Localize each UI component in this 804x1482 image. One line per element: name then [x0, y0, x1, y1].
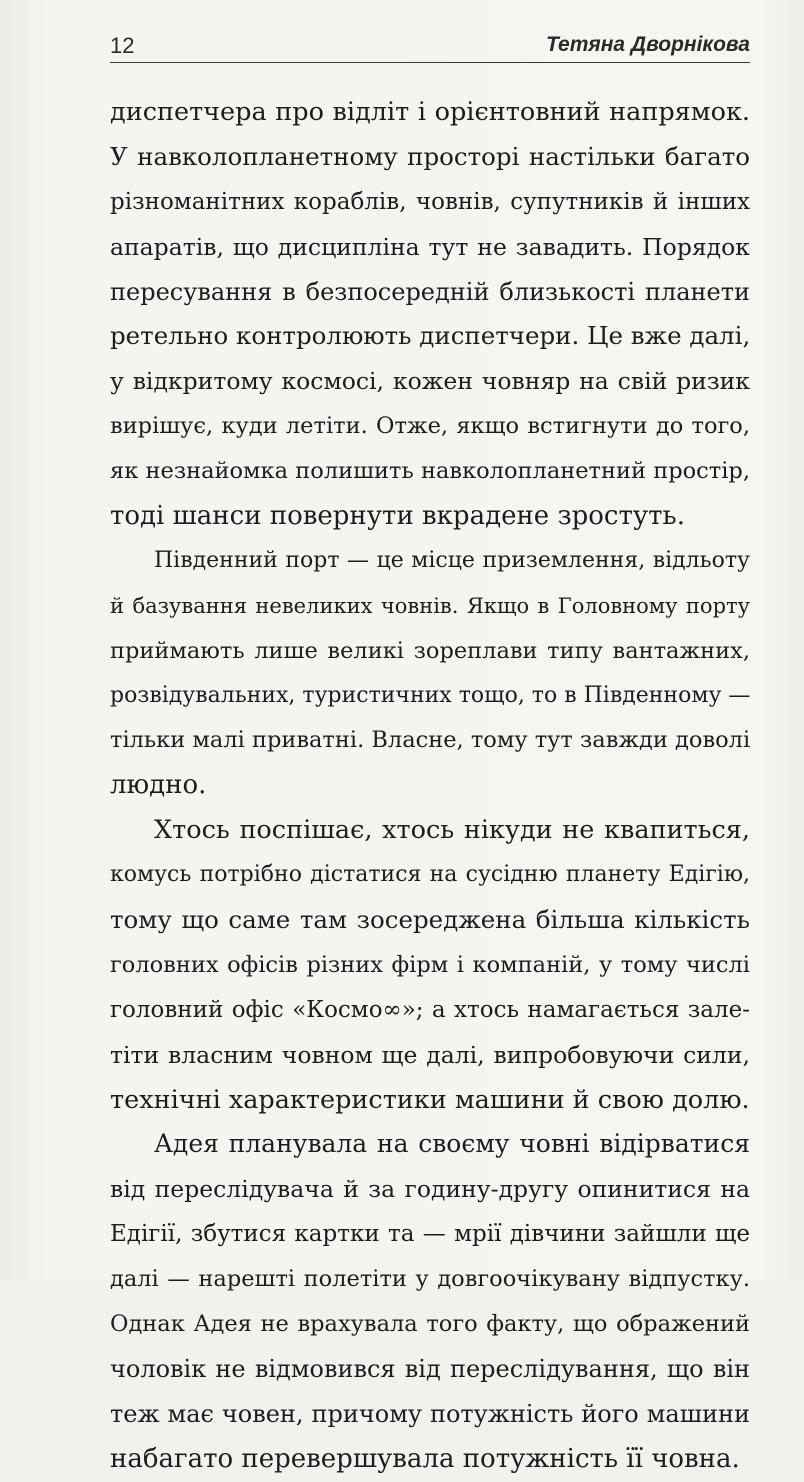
text-line: далі — нарешті полетіти у довгоочікувану відпустку. [110, 1266, 750, 1293]
text-line: головних офісів різних фірм і компаній, у тому числі [110, 951, 750, 978]
text-line: вирішує, куди летіти. Отже, якщо встигнути до того, [110, 413, 750, 440]
page-header [110, 32, 750, 63]
text-line: пересування в безпосередній близькості планети [110, 277, 750, 306]
text-line: людно. [110, 770, 207, 801]
text-line: у відкритому космосі, кожен човняр на свій ризик [110, 367, 750, 396]
text-line: Однак Адея не врахувала того факту, що ображений [110, 1311, 750, 1338]
text-line: тільки малі приватні. Власне, тому тут завжди доволі [110, 727, 751, 754]
text-line: Хтось поспішає, хтось нікуди не квапиться, [154, 815, 750, 846]
text-line: тому що саме там зосереджена більша кількість [110, 905, 750, 935]
text-line: різноманітних кораблів, човнів, супутників й інших [110, 188, 750, 215]
text-line: Південний порт — це місце приземлення, відльоту [154, 547, 750, 573]
text-line: розвідувальних, туристичних тощо, то в Південному — [110, 682, 751, 708]
text-line: апаратів, що дисципліна тут не завадить. Порядок [110, 232, 750, 261]
text-line: головний офіс «Космо∞»; а хтось намагається зале- [110, 996, 750, 1023]
body-text [110, 90, 750, 1482]
text-line: тоді шанси повернути вкрадене зростуть. [110, 501, 685, 532]
text-line: тіти власним човном ще далі, випробовуючи сили, [110, 1040, 750, 1069]
text-line: Едігії, збутися картки та — мрії дівчини зайшли ще [110, 1221, 750, 1248]
text-line: набагато перевершувала потужність її човна. [110, 1443, 740, 1474]
text-line: й базування невеликих човнів. Якщо в Головному порту [110, 593, 750, 618]
text-line: чоловік не відмовився від переслідування, що він [110, 1354, 750, 1383]
text-line: від переслідувача й за годину-другу опинитися на [110, 1175, 750, 1204]
text-line: У навколопланетному просторі настільки багато [110, 141, 750, 171]
text-line: комусь потрібно дістатися на сусідню планету Едігію, [110, 862, 750, 888]
page-number: 12 [110, 33, 135, 58]
author-running-head: Тетяна Дворнікова [545, 33, 750, 56]
text-line: Адея планувала на своєму човні відірватися [154, 1129, 750, 1159]
text-line: ретельно контролюють диспетчери. Це вже далі, [110, 321, 751, 351]
text-line: теж має човен, причому потужність його машини [110, 1399, 750, 1428]
text-line: технічні характеристики машини й свою долю. [110, 1084, 750, 1115]
text-line: диспетчера про відліт і орієнтовний напрямок. [110, 97, 750, 127]
text-line: як незнайомка полишить навколопланетний простір, [110, 458, 750, 485]
text-line: приймають лише великі зореплави типу вантажних, [110, 637, 750, 664]
